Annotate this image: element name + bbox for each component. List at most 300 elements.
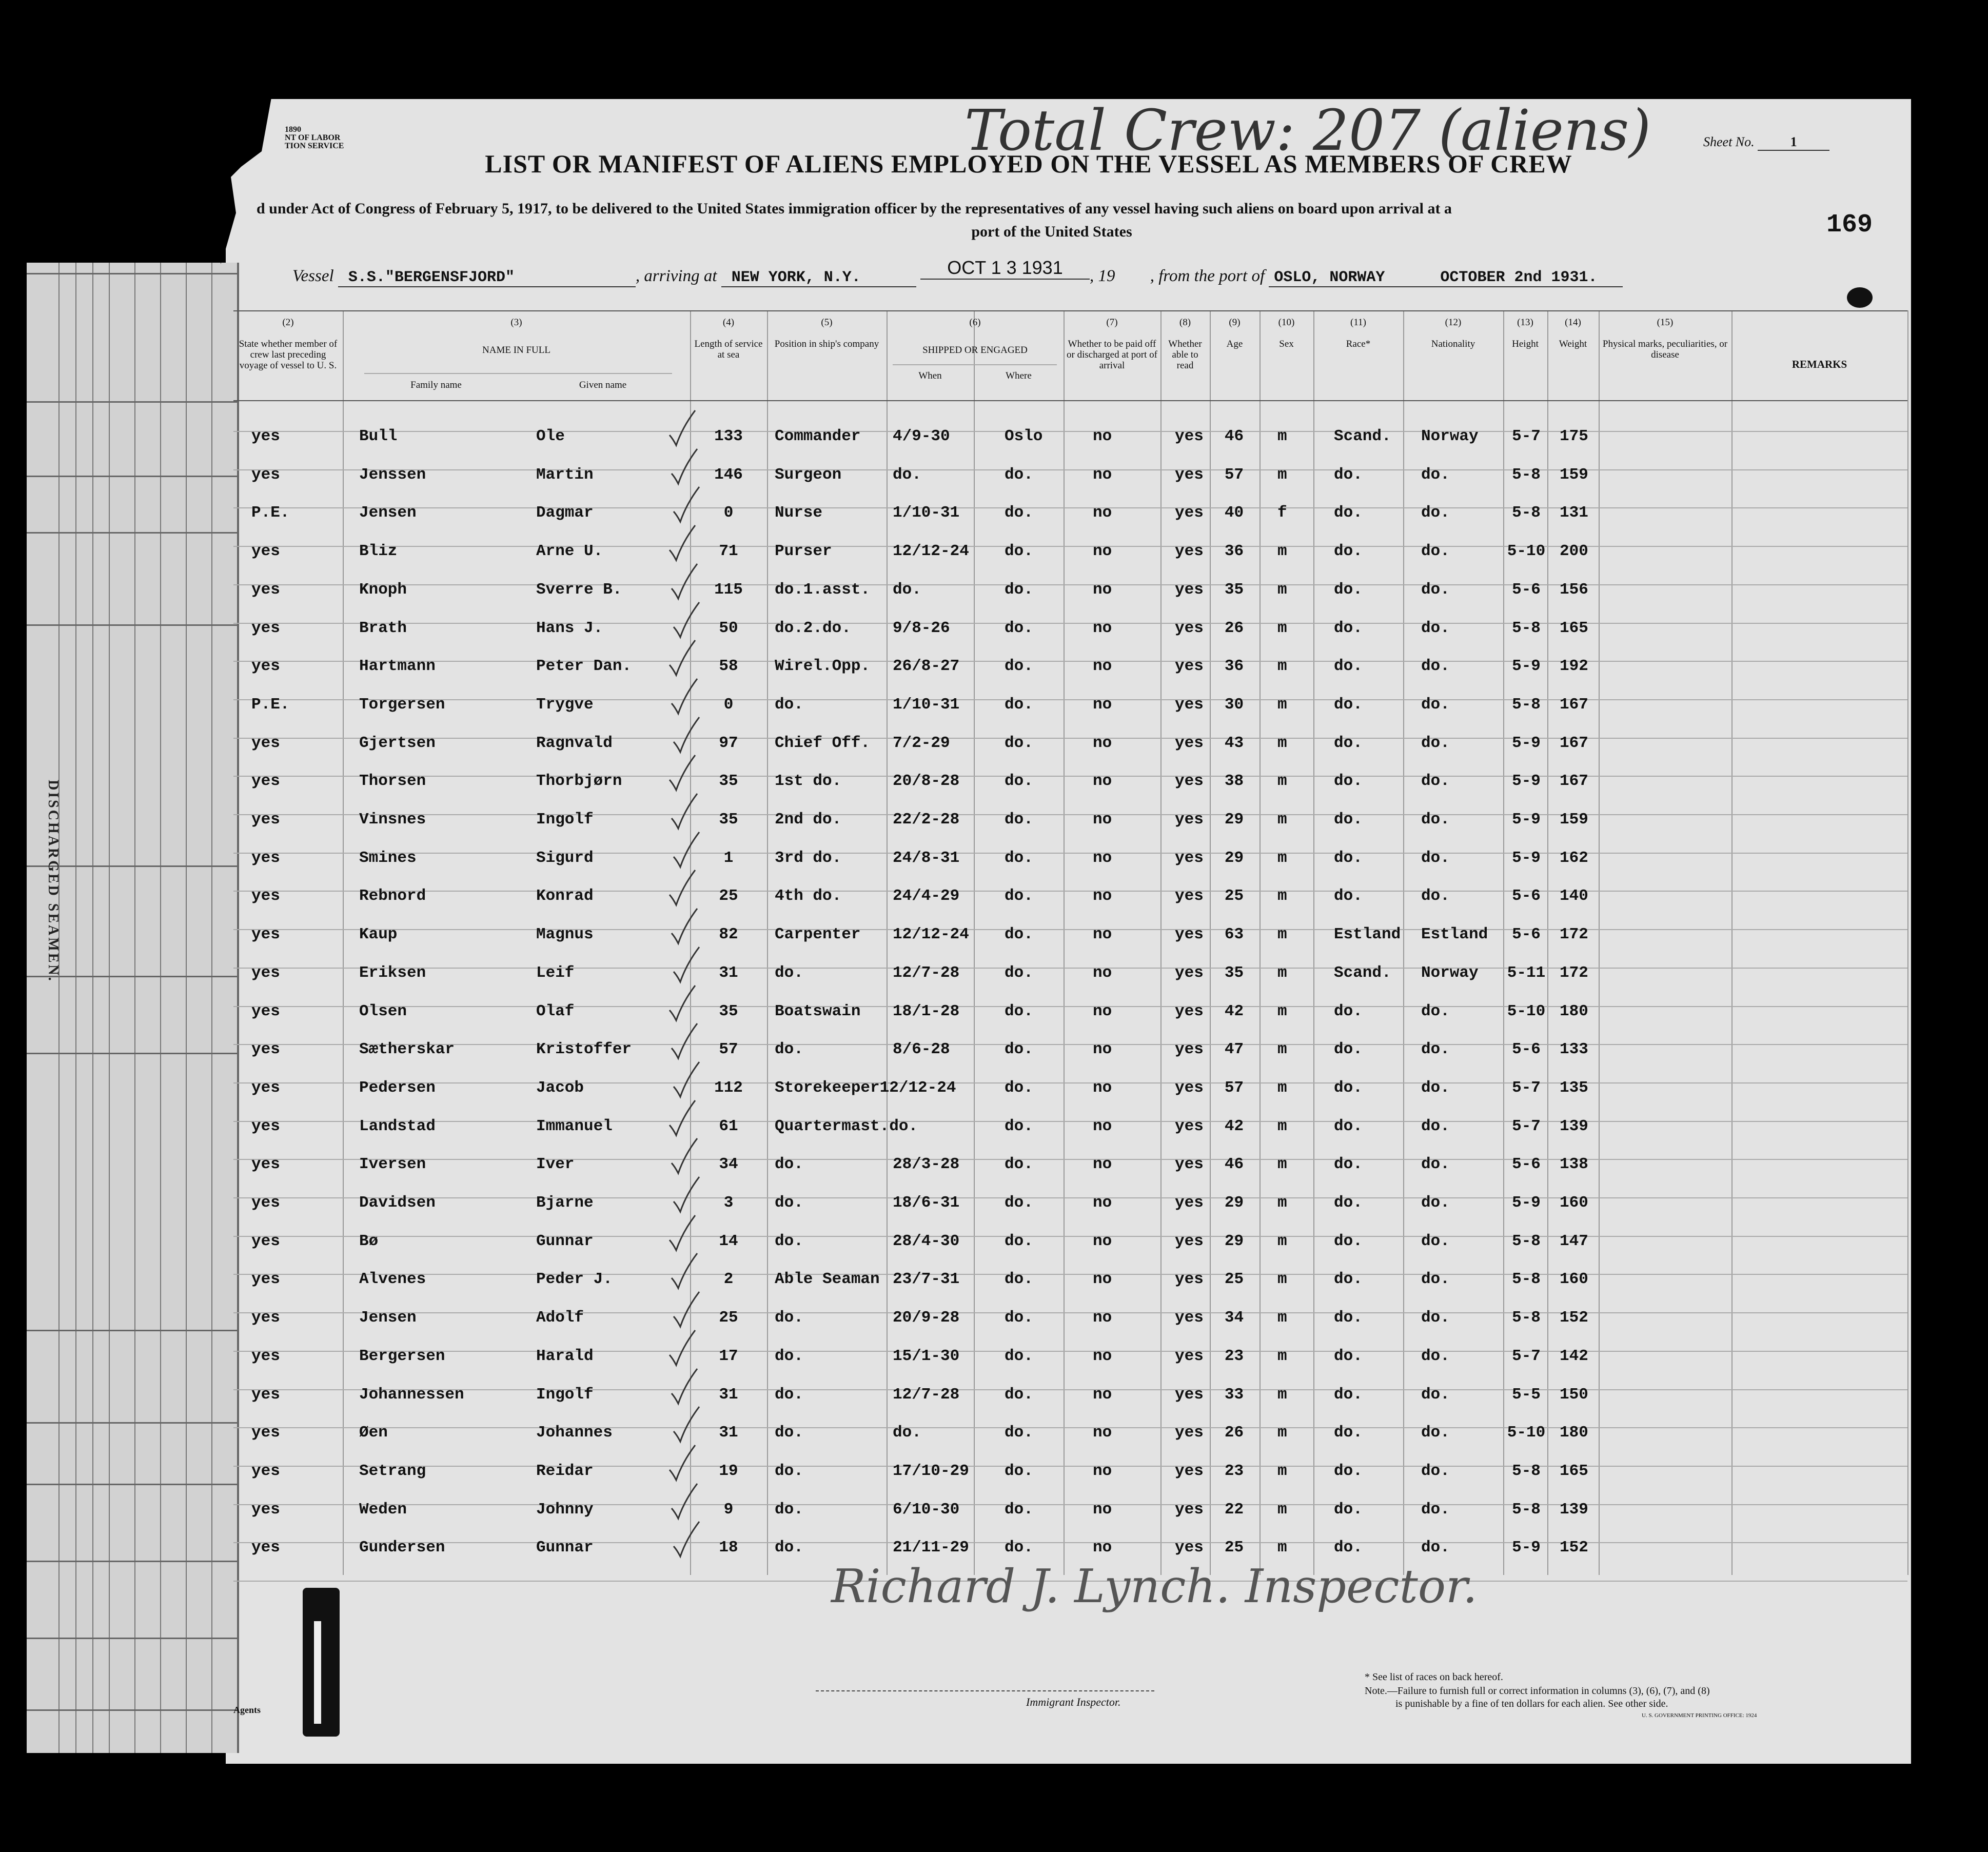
row-rule xyxy=(233,1466,1907,1467)
inspector-signature: Richard J. Lynch. Inspector. xyxy=(831,1560,1478,1613)
sheet-label: Sheet No. xyxy=(1703,134,1755,149)
cell-paid: no xyxy=(1093,1501,1112,1519)
cell-sex: m xyxy=(1277,1232,1287,1250)
row-rule xyxy=(233,929,1907,930)
cell-read: yes xyxy=(1175,849,1204,867)
cell-where: do. xyxy=(1005,1194,1033,1212)
column-number: (9) xyxy=(1229,317,1241,328)
cell-prev: yes xyxy=(251,1194,280,1212)
check-mark-icon xyxy=(669,1483,700,1521)
cell-nationality: do. xyxy=(1421,734,1450,752)
cell-family: Gjertsen xyxy=(359,734,436,752)
cell-given: Adolf xyxy=(536,1309,584,1327)
cell-when: do. xyxy=(893,581,921,599)
cell-service: 35 xyxy=(719,772,738,790)
cell-family: Knoph xyxy=(359,581,407,599)
cell-when: 28/4-30 xyxy=(893,1232,960,1250)
row-rule xyxy=(233,776,1907,777)
column-rule xyxy=(1160,310,1162,1575)
cell-where: do. xyxy=(1005,1309,1033,1327)
cell-paid: no xyxy=(1093,1194,1112,1212)
cell-height: 5-7 xyxy=(1512,427,1541,445)
cell-race: do. xyxy=(1334,887,1363,905)
cell-prev: yes xyxy=(251,1462,280,1480)
cell-read: yes xyxy=(1175,1539,1204,1557)
cell-where: do. xyxy=(1005,1002,1033,1020)
row-rule xyxy=(233,814,1907,815)
column-header: Whether to be paid off or discharged at port of arrival xyxy=(1067,339,1157,371)
cell-prev: yes xyxy=(251,427,280,445)
cell-when: 9/8-26 xyxy=(893,619,950,637)
row-rule xyxy=(233,1236,1907,1237)
cell-read: yes xyxy=(1175,696,1204,714)
cell-height: 5-10 xyxy=(1507,1002,1546,1020)
cell-service: 50 xyxy=(719,619,738,637)
cell-position: Surgeon xyxy=(775,466,842,484)
cell-sex: m xyxy=(1277,772,1287,790)
cell-where: do. xyxy=(1005,1232,1033,1250)
handwritten-total: Total Crew: 207 (aliens) xyxy=(965,97,1651,163)
cell-prev: yes xyxy=(251,1079,280,1097)
column-rule xyxy=(1313,310,1314,1575)
cell-age: 33 xyxy=(1224,1386,1244,1404)
cell-position: Boatswain xyxy=(775,1002,861,1020)
cell-paid: no xyxy=(1093,1002,1112,1020)
cell-race: Scand. xyxy=(1334,964,1391,982)
cell-position: do. xyxy=(775,1501,803,1519)
cell-prev: yes xyxy=(251,1309,280,1327)
cell-read: yes xyxy=(1175,1232,1204,1250)
cell-family: Alvenes xyxy=(359,1270,426,1288)
cell-race: do. xyxy=(1334,1386,1363,1404)
subheader-when: When xyxy=(918,370,942,381)
cell-when: 1/10-31 xyxy=(893,504,960,522)
cell-family: Eriksen xyxy=(359,964,426,982)
cell-when: 24/8-31 xyxy=(893,849,960,867)
cell-where: do. xyxy=(1005,504,1033,522)
cell-age: 22 xyxy=(1224,1501,1244,1519)
row-rule xyxy=(233,1274,1907,1275)
agents-label: Agents xyxy=(233,1705,261,1715)
cell-weight: 131 xyxy=(1560,504,1588,522)
from-label: , from the port of xyxy=(1150,267,1265,285)
cell-service: 97 xyxy=(719,734,738,752)
cell-when: 26/8-27 xyxy=(893,657,960,675)
cell-age: 42 xyxy=(1224,1117,1244,1135)
cell-position: do. xyxy=(775,696,803,714)
cell-read: yes xyxy=(1175,1424,1204,1442)
cell-age: 25 xyxy=(1224,887,1244,905)
cell-read: yes xyxy=(1175,1347,1204,1365)
cell-service: 2 xyxy=(723,1270,734,1288)
cell-height: 5-10 xyxy=(1507,542,1546,560)
check-mark-icon xyxy=(667,1214,698,1253)
from-port: OSLO, NORWAY OCTOBER 2nd 1931. xyxy=(1269,269,1623,287)
cell-prev: yes xyxy=(251,1386,280,1404)
printer-imprint: U. S. GOVERNMENT PRINTING OFFICE: 1924 xyxy=(1642,1712,1757,1719)
column-number: (15) xyxy=(1657,317,1674,328)
vessel-label: Vessel xyxy=(292,267,334,285)
cell-paid: no xyxy=(1093,1309,1112,1327)
cell-sex: m xyxy=(1277,542,1287,560)
cell-nationality: do. xyxy=(1421,1539,1450,1557)
cell-given: Sverre B. xyxy=(536,581,622,599)
check-mark-icon xyxy=(669,908,700,946)
cell-nationality: do. xyxy=(1421,1117,1450,1135)
check-mark-icon xyxy=(667,984,698,1023)
cell-height: 5-8 xyxy=(1512,619,1541,637)
cell-when: 17/10-29 xyxy=(893,1462,969,1480)
cell-age: 29 xyxy=(1224,849,1244,867)
cell-paid: no xyxy=(1093,1462,1112,1480)
cell-weight: 150 xyxy=(1560,1386,1588,1404)
cell-where: do. xyxy=(1005,696,1033,714)
column-number: (6) xyxy=(969,317,981,328)
cell-given: Immanuel xyxy=(536,1117,613,1135)
subheader-rule xyxy=(893,364,1057,365)
cell-when: do. xyxy=(893,466,921,484)
cell-read: yes xyxy=(1175,542,1204,560)
check-mark-icon xyxy=(671,716,702,755)
cell-sex: m xyxy=(1277,1462,1287,1480)
check-mark-icon xyxy=(669,1368,700,1406)
column-rule xyxy=(974,310,975,1575)
cell-age: 57 xyxy=(1224,1079,1244,1097)
cell-family: Thorsen xyxy=(359,772,426,790)
cell-nationality: do. xyxy=(1421,1347,1450,1365)
cell-sex: m xyxy=(1277,849,1287,867)
subheader-where: Where xyxy=(1006,370,1032,381)
cell-age: 23 xyxy=(1224,1462,1244,1480)
cell-service: 58 xyxy=(719,657,738,675)
row-rule xyxy=(233,1159,1907,1160)
cell-family: Bliz xyxy=(359,542,398,560)
header-top-rule xyxy=(233,310,1907,311)
cell-age: 29 xyxy=(1224,1232,1244,1250)
row-rule xyxy=(233,1542,1907,1543)
cell-age: 34 xyxy=(1224,1309,1244,1327)
cell-where: do. xyxy=(1005,581,1033,599)
cell-read: yes xyxy=(1175,581,1204,599)
cell-given: Johnny xyxy=(536,1501,594,1519)
cell-height: 5-8 xyxy=(1512,504,1541,522)
cell-race: do. xyxy=(1334,1155,1363,1173)
cell-weight: 172 xyxy=(1560,925,1588,943)
cell-position: do. xyxy=(775,1309,803,1327)
cell-paid: no xyxy=(1093,772,1112,790)
subheader-family: Family name xyxy=(410,380,462,390)
check-mark-icon xyxy=(671,601,702,640)
cell-weight: 159 xyxy=(1560,811,1588,829)
cell-where: do. xyxy=(1005,1539,1033,1557)
cell-read: yes xyxy=(1175,466,1204,484)
column-header: REMARKS xyxy=(1792,358,1847,370)
cell-where: do. xyxy=(1005,849,1033,867)
cell-given: Peter Dan. xyxy=(536,657,632,675)
cell-height: 5-9 xyxy=(1512,849,1541,867)
cell-read: yes xyxy=(1175,925,1204,943)
cell-position: Storekeeper12/12-24 xyxy=(775,1079,956,1097)
cell-given: Martin xyxy=(536,466,594,484)
cell-weight: 167 xyxy=(1560,734,1588,752)
cell-age: 23 xyxy=(1224,1347,1244,1365)
cell-position: do. xyxy=(775,1347,803,1365)
cell-position: do.1.asst. xyxy=(775,581,871,599)
cell-family: Bergersen xyxy=(359,1347,445,1365)
row-rule xyxy=(233,968,1907,969)
cell-given: Arne U. xyxy=(536,542,603,560)
cell-family: Weden xyxy=(359,1501,407,1519)
cell-paid: no xyxy=(1093,925,1112,943)
cell-sex: m xyxy=(1277,1079,1287,1097)
cell-nationality: do. xyxy=(1421,887,1450,905)
cell-when: 8/6-28 xyxy=(893,1040,950,1058)
cell-race: do. xyxy=(1334,1079,1363,1097)
cell-position: Purser xyxy=(775,542,832,560)
cell-given: Harald xyxy=(536,1347,594,1365)
cell-when: do. xyxy=(893,1424,921,1442)
cell-when: 20/9-28 xyxy=(893,1309,960,1327)
column-header: Height xyxy=(1512,339,1539,349)
torn-edge xyxy=(221,95,272,264)
cell-when: 4/9-30 xyxy=(893,427,950,445)
stub-label: DISCHARGED SEAMEN. xyxy=(45,780,61,983)
cell-weight: 140 xyxy=(1560,887,1588,905)
cell-nationality: do. xyxy=(1421,542,1450,560)
column-header: Position in ship's company xyxy=(774,339,879,349)
cell-service: 82 xyxy=(719,925,738,943)
cell-paid: no xyxy=(1093,466,1112,484)
check-mark-icon xyxy=(667,524,698,563)
cell-race: do. xyxy=(1334,1270,1363,1288)
subheader-rule xyxy=(364,373,672,374)
cell-paid: no xyxy=(1093,657,1112,675)
cell-where: do. xyxy=(1005,1386,1033,1404)
cell-service: 146 xyxy=(714,466,743,484)
column-header: Physical marks, peculiarities, or disease xyxy=(1602,339,1728,360)
cell-family: Smines xyxy=(359,849,417,867)
cell-age: 46 xyxy=(1224,427,1244,445)
ink-blot xyxy=(1847,287,1873,308)
cell-service: 35 xyxy=(719,811,738,829)
cell-service: 14 xyxy=(719,1232,738,1250)
act-line-1: d under Act of Congress of February 5, 1917, to be delivered to the United States immigration officer by the representatives of any vessel having such aliens on board upon arrival at a xyxy=(257,200,1452,217)
cell-given: Kristoffer xyxy=(536,1040,632,1058)
cell-when: 24/4-29 xyxy=(893,887,960,905)
row-rule xyxy=(233,1389,1907,1390)
check-mark-icon xyxy=(671,831,702,870)
cell-position: Chief Off. xyxy=(775,734,871,752)
cell-where: do. xyxy=(1005,734,1033,752)
cell-weight: 180 xyxy=(1560,1002,1588,1020)
cell-race: do. xyxy=(1334,657,1363,675)
cell-sex: m xyxy=(1277,1424,1287,1442)
check-mark-icon xyxy=(671,486,702,524)
cell-weight: 152 xyxy=(1560,1309,1588,1327)
cell-paid: no xyxy=(1093,1117,1112,1135)
cell-family: Rebnord xyxy=(359,887,426,905)
cell-sex: m xyxy=(1277,619,1287,637)
cell-weight: 135 xyxy=(1560,1079,1588,1097)
cell-height: 5-9 xyxy=(1512,811,1541,829)
page-number: 169 xyxy=(1826,210,1873,240)
cell-nationality: do. xyxy=(1421,1079,1450,1097)
cell-position: Nurse xyxy=(775,504,823,522)
cell-nationality: do. xyxy=(1421,1462,1450,1480)
cell-position: do. xyxy=(775,1155,803,1173)
check-mark-icon xyxy=(667,1329,698,1368)
cell-race: do. xyxy=(1334,542,1363,560)
cell-read: yes xyxy=(1175,964,1204,982)
cell-given: Peder J. xyxy=(536,1270,613,1288)
cell-position: do. xyxy=(775,1232,803,1250)
cell-given: Dagmar xyxy=(536,504,594,522)
cell-age: 29 xyxy=(1224,811,1244,829)
cell-race: do. xyxy=(1334,1539,1363,1557)
cell-given: Ingolf xyxy=(536,811,594,829)
cell-age: 25 xyxy=(1224,1539,1244,1557)
cell-paid: no xyxy=(1093,964,1112,982)
cell-nationality: do. xyxy=(1421,1424,1450,1442)
cell-paid: no xyxy=(1093,1386,1112,1404)
cell-paid: no xyxy=(1093,542,1112,560)
cell-race: Scand. xyxy=(1334,427,1391,445)
cell-paid: no xyxy=(1093,504,1112,522)
cell-nationality: do. xyxy=(1421,1309,1450,1327)
cell-age: 42 xyxy=(1224,1002,1244,1020)
cell-given: Magnus xyxy=(536,925,594,943)
cell-read: yes xyxy=(1175,1079,1204,1097)
column-number: (12) xyxy=(1445,317,1462,328)
cell-position: Carpenter xyxy=(775,925,861,943)
cell-prev: yes xyxy=(251,1539,280,1557)
cell-prev: P.E. xyxy=(251,504,290,522)
cell-prev: yes xyxy=(251,964,280,982)
check-mark-icon xyxy=(671,946,702,984)
cell-race: do. xyxy=(1334,1347,1363,1365)
cell-weight: 138 xyxy=(1560,1155,1588,1173)
cell-nationality: do. xyxy=(1421,1232,1450,1250)
cell-sex: m xyxy=(1277,1155,1287,1173)
cell-service: 1 xyxy=(723,849,734,867)
cell-race: do. xyxy=(1334,1501,1363,1519)
column-header: Whether able to read xyxy=(1168,339,1202,371)
cell-prev: yes xyxy=(251,1424,280,1442)
cell-nationality: do. xyxy=(1421,1002,1450,1020)
cell-read: yes xyxy=(1175,427,1204,445)
cell-read: yes xyxy=(1175,1309,1204,1327)
cell-service: 25 xyxy=(719,1309,738,1327)
cell-sex: f xyxy=(1277,504,1287,522)
cell-family: Bull xyxy=(359,427,398,445)
cell-where: do. xyxy=(1005,1040,1033,1058)
cell-family: Kaup xyxy=(359,925,398,943)
row-rule xyxy=(233,891,1907,892)
cell-when: 12/12-24 xyxy=(893,925,969,943)
column-rule xyxy=(343,310,344,1575)
cell-paid: no xyxy=(1093,1079,1112,1097)
cell-given: Ingolf xyxy=(536,1386,594,1404)
cell-given: Olaf xyxy=(536,1002,575,1020)
cell-given: Trygve xyxy=(536,696,594,714)
cell-height: 5-9 xyxy=(1512,1539,1541,1557)
form-code-line: 1890 xyxy=(285,125,301,134)
cell-read: yes xyxy=(1175,1155,1204,1173)
cell-prev: yes xyxy=(251,1501,280,1519)
cell-weight: 200 xyxy=(1560,542,1588,560)
check-mark-icon xyxy=(671,1521,702,1559)
column-number: (8) xyxy=(1179,317,1191,328)
cell-weight: 156 xyxy=(1560,581,1588,599)
cell-paid: no xyxy=(1093,887,1112,905)
cell-where: do. xyxy=(1005,1347,1033,1365)
row-rule xyxy=(233,738,1907,739)
column-number: (10) xyxy=(1278,317,1295,328)
cell-sex: m xyxy=(1277,1002,1287,1020)
cell-height: 5-6 xyxy=(1512,887,1541,905)
header-bottom-rule xyxy=(233,400,1907,401)
cell-given: Gunnar xyxy=(536,1539,594,1557)
cell-service: 3 xyxy=(723,1194,734,1212)
cell-service: 35 xyxy=(719,1002,738,1020)
cell-weight: 192 xyxy=(1560,657,1588,675)
cell-when: 28/3-28 xyxy=(893,1155,960,1173)
cell-position: do. xyxy=(775,1194,803,1212)
cell-age: 47 xyxy=(1224,1040,1244,1058)
check-mark-icon xyxy=(669,1137,700,1176)
column-number: (14) xyxy=(1565,317,1581,328)
cell-height: 5-9 xyxy=(1512,772,1541,790)
cell-when: 15/1-30 xyxy=(893,1347,960,1365)
cell-family: Bø xyxy=(359,1232,379,1250)
form-code xyxy=(285,126,344,150)
column-header: Race* xyxy=(1346,339,1371,349)
cell-race: do. xyxy=(1334,466,1363,484)
check-mark-icon xyxy=(669,793,700,831)
cell-position: 4th do. xyxy=(775,887,842,905)
row-rule xyxy=(233,1197,1907,1198)
cell-nationality: do. xyxy=(1421,772,1450,790)
cell-where: do. xyxy=(1005,1079,1033,1097)
cell-position: 1st do. xyxy=(775,772,842,790)
cell-race: do. xyxy=(1334,1462,1363,1480)
cell-where: do. xyxy=(1005,1462,1033,1480)
column-header: SHIPPED OR ENGAGED xyxy=(922,345,1028,356)
cell-sex: m xyxy=(1277,466,1287,484)
row-rule xyxy=(233,1312,1907,1313)
footnote-1: Note.—Failure to furnish full or correct information in columns (3), (6), (7), and (8) xyxy=(1365,1685,1710,1697)
sheet-no: 1 xyxy=(1758,134,1829,151)
cell-where: do. xyxy=(1005,1155,1033,1173)
cell-prev: yes xyxy=(251,1117,280,1135)
cell-paid: no xyxy=(1093,1232,1112,1250)
cell-family: Jensen xyxy=(359,1309,417,1327)
cell-nationality: do. xyxy=(1421,466,1450,484)
column-rule xyxy=(1547,310,1548,1575)
cell-nationality: do. xyxy=(1421,619,1450,637)
binding-clip-highlight xyxy=(314,1621,321,1724)
cell-sex: m xyxy=(1277,1347,1287,1365)
column-rule xyxy=(1731,310,1733,1575)
cell-read: yes xyxy=(1175,1002,1204,1020)
cell-position: do.2.do. xyxy=(775,619,851,637)
column-header: Weight xyxy=(1559,339,1587,349)
cell-read: yes xyxy=(1175,619,1204,637)
column-rule xyxy=(1503,310,1504,1575)
cell-read: yes xyxy=(1175,887,1204,905)
cell-prev: yes xyxy=(251,1232,280,1250)
cell-prev: yes xyxy=(251,1002,280,1020)
